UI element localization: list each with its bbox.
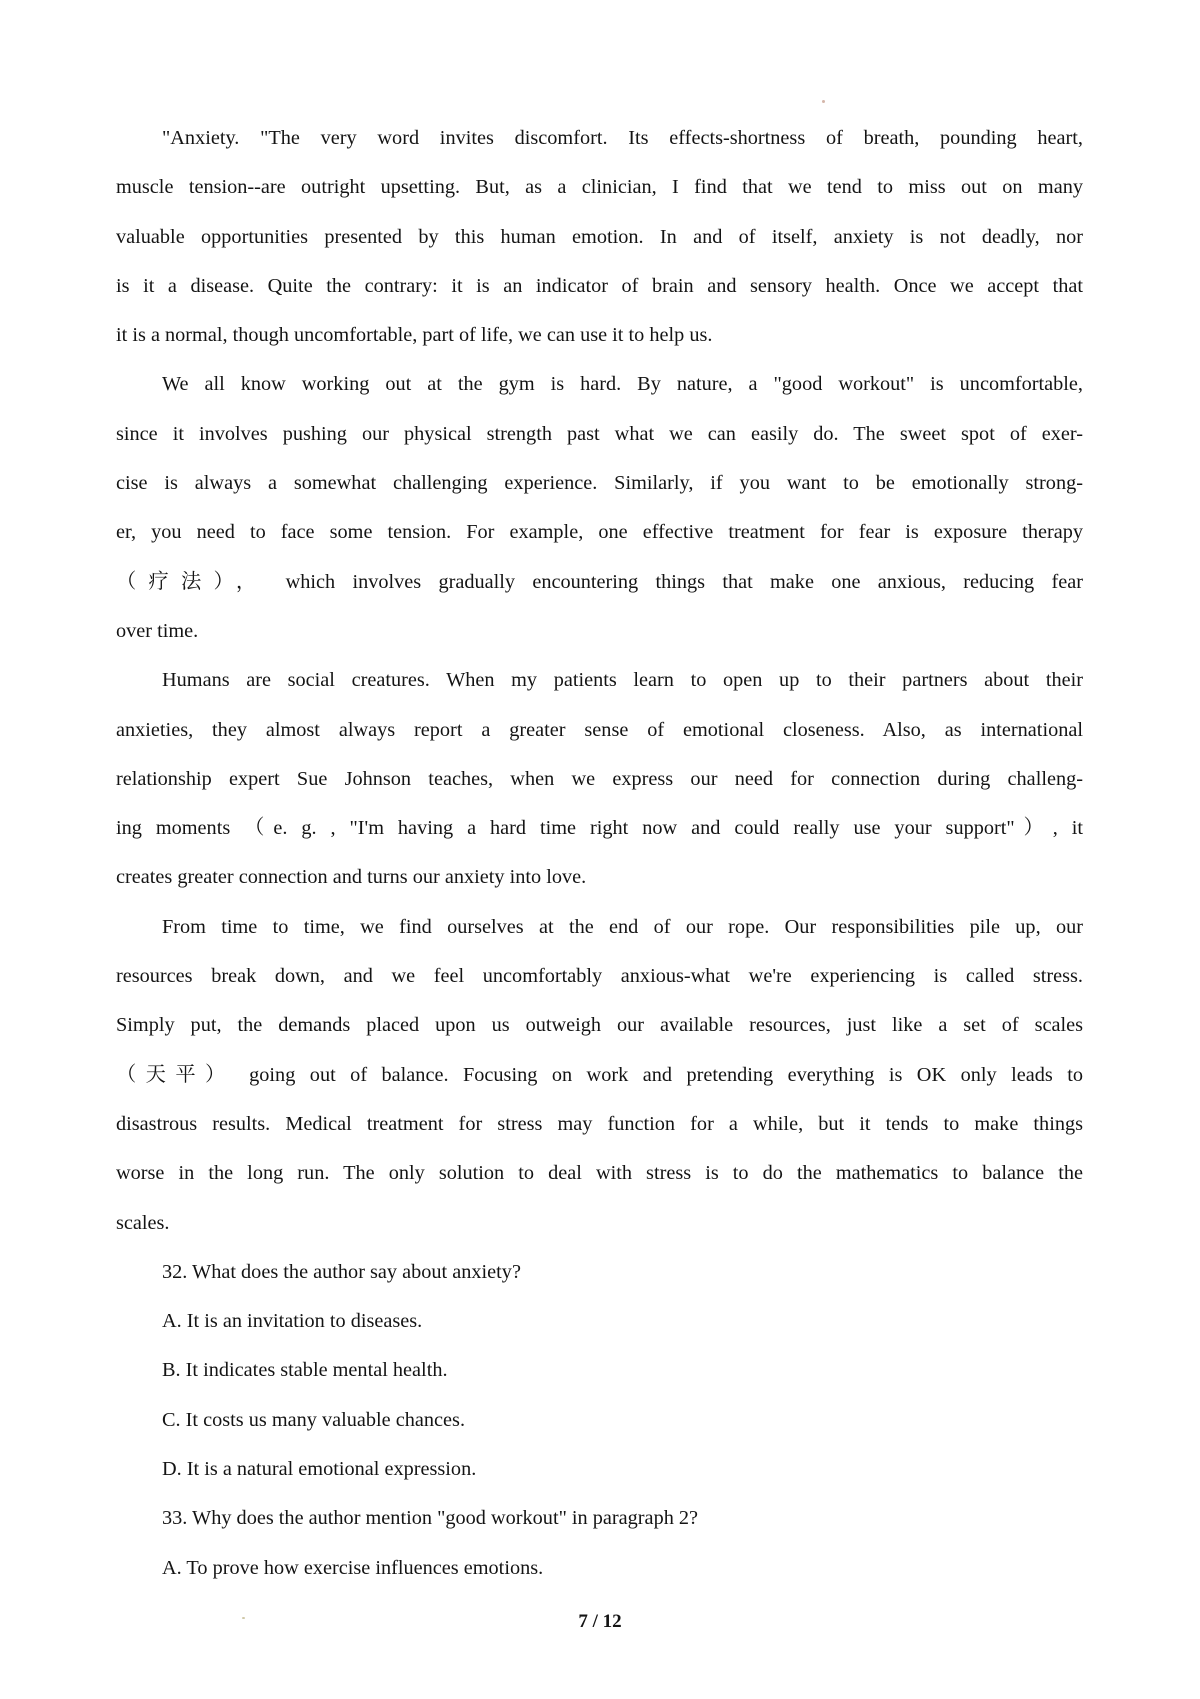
passage-line: since it involves pushing our physical strength past what we can easily do. The sweet spot of exer- <box>116 422 1083 445</box>
passage-line: "Anxiety. "The very word invites discomfort. Its effects-shortness of breath, pounding heart, <box>162 127 1083 149</box>
passage-paragraph-2 <box>116 360 1083 656</box>
passage-paragraph-4 <box>116 903 1083 1248</box>
passage-line: it is a normal, though uncomfortable, part of life, we can use it to help us. <box>116 324 713 347</box>
question-32-stem: 32. What does the author say about anxiety? <box>162 1260 521 1283</box>
passage-line: resources break down, and we feel uncomfortably anxious-what we're experiencing is called stress. <box>116 965 1083 988</box>
passage-line: muscle tension--are outright upsetting. But, as a clinician, I find that we tend to miss out on many <box>116 176 1083 199</box>
passage-line: scales. <box>116 1211 170 1234</box>
question-32 <box>116 1248 1083 1494</box>
passage-line: We all know working out at the gym is hard. By nature, a "good workout" is uncomfortable, <box>162 373 1083 396</box>
passage-paragraph-3 <box>116 656 1083 902</box>
passage-line: creates greater connection and turns our anxiety into love. <box>116 866 587 889</box>
passage-line: cise is always a somewhat challenging experience. Similarly, if you want to be emotionally strong- <box>116 472 1083 495</box>
passage-line: er, you need to face some tension. For example, one effective treatment for fear is exposure therapy <box>116 521 1083 544</box>
passage-line: worse in the long run. The only solution to deal with stress is to do the mathematics to balance the <box>116 1162 1083 1185</box>
passage-line: （疗法）， which involves gradually encountering things that make one anxious, reducing fear <box>116 570 1083 593</box>
passage-line: relationship expert Sue Johnson teaches, when we express our need for connection during challeng- <box>116 767 1083 790</box>
passage-line: Simply put, the demands placed upon us outweigh our available resources, just like a set of scales <box>116 1014 1083 1037</box>
passage-and-questions <box>116 114 1083 1593</box>
question-32-option-a: A. It is an invitation to diseases. <box>162 1310 423 1333</box>
passage-line: is it a disease. Quite the contrary: it is an indicator of brain and sensory health. Once we accept that <box>116 274 1083 297</box>
question-32-option-c: C. It costs us many valuable chances. <box>162 1408 466 1431</box>
scan-speck-icon <box>822 100 825 103</box>
passage-line: disastrous results. Medical treatment for stress may function for a while, but it tends to make things <box>116 1112 1083 1135</box>
passage-line: valuable opportunities presented by this human emotion. In and of itself, anxiety is not deadly, nor <box>116 225 1083 248</box>
passage-line: Humans are social creatures. When my patients learn to open up to their partners about their <box>162 669 1083 692</box>
page-number: 7 / 12 <box>578 1611 622 1632</box>
question-33-option-a: A. To prove how exercise influences emotions. <box>162 1556 544 1579</box>
passage-line: From time to time, we find ourselves at the end of our rope. Our responsibilities pile up, our <box>162 915 1083 938</box>
passage-paragraph-1 <box>116 114 1083 360</box>
passage-line: ing moments （e. g. , "I'm having a hard time right now and could really use your support"）, it <box>116 817 1083 840</box>
question-33-stem: 33. Why does the author mention "good workout" in paragraph 2? <box>162 1507 699 1530</box>
question-32-option-d: D. It is a natural emotional expression. <box>162 1458 477 1481</box>
passage-line: over time. <box>116 619 199 642</box>
passage-line: （天平） going out of balance. Focusing on work and pretending everything is OK only leads to <box>116 1063 1083 1086</box>
passage-line: anxieties, they almost always report a greater sense of emotional closeness. Also, as international <box>116 718 1083 741</box>
question-32-option-b: B. It indicates stable mental health. <box>162 1359 448 1382</box>
question-33 <box>116 1494 1083 1593</box>
